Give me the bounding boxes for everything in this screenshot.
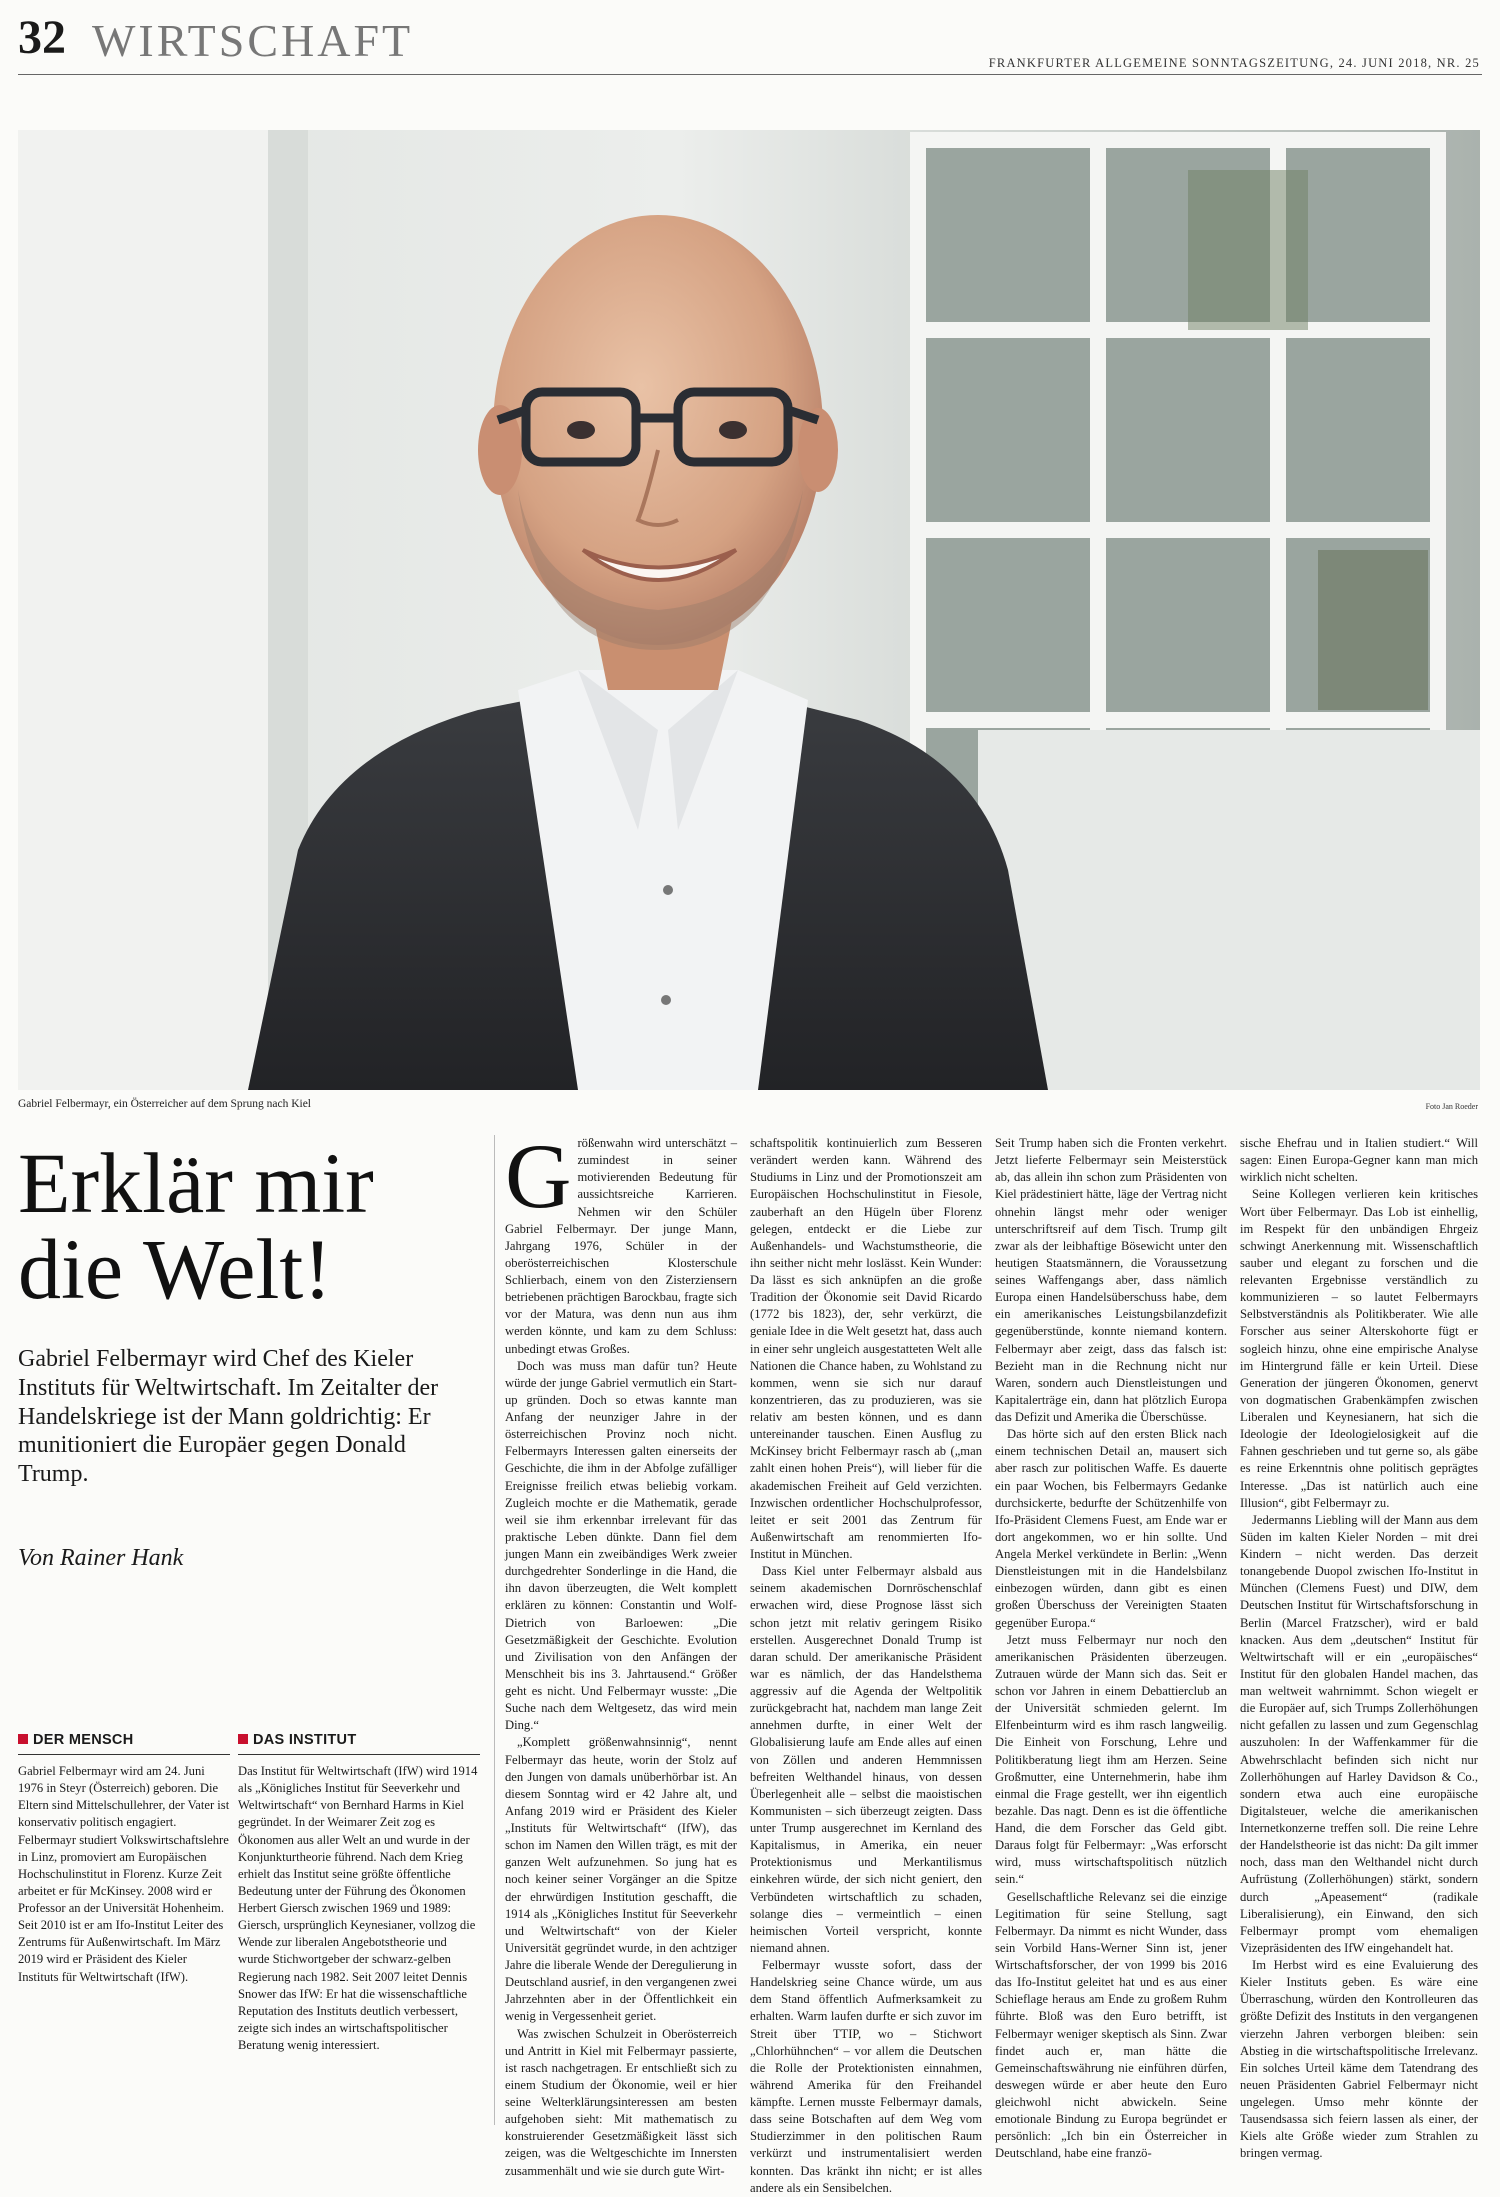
paragraph: Dass Kiel unter Felbermayr alsbald aus seinem akademischen Dornröschenschlaf erwachen wird, diese Prognose lässt sich schon jetzt mit relativ geringem Risiko erstellen. Ausgerechnet Donald Trump ist daran schuld. Der amerikanische Präsident war es nämlich, der das Handelsthema aggressiv auf die Agenda der Weltpolitik zurückgebracht hat, nachdem man lange Zeit annehmen durfte, in einer Welt der Globalisierung laufe am Ende alles auf einen von Zöllen und anderen Hemmnissen befreiten Welthandel hinaus, von dessen Überlegenheit alle – selbst die maoistischen Kommunisten – sich überzeugt zeigten. Dass unter Trump ausgerechnet im Kernland des Kapitalismus, in Amerika, ein neuer Protektionismus und Merkantilismus einkehren würde, der sich nicht geniert, den Verbündeten wirtschaftlich zu schaden, solange dies – vermeintlich – einen heimischen Vorteil verspricht, konnte niemand ahnen. (750, 1564, 982, 1955)
paragraph: „Komplett größenwahnsinnig“, nennt Felbermayr das heute, worin der Stolz auf den Jungen von damals unüberhörbar ist. An diesem Sonntag wird er 42 Jahre alt, und Anfang 2019 wird er Präsident des Kieler „Instituts für Weltwirtschaft“ (IfW), das schon im Namen den Willen trägt, es mit der ganzen Welt aufzunehmen. So jung hat es noch keiner seiner Vorgänger an die Spitze der ehrwürdigen Institution geschafft, die 1914 als „Königliches Institut für Seeverkehr und Weltwirtschaft“ von der Kieler Universität gegründet wurde, in den achtziger Jahre die liberale Wende der Deregulierung in Deutschland ausrief, in den vergangenen zwei Jahrzehnten aber in der Öffentlichkeit ein wenig in Vergessenheit geriet. (505, 1735, 737, 2024)
paragraph: sische Ehefrau und in Italien studiert.“ Will sagen: Einen Europa-Gegner kann man mich wirklich nicht schelten. (1240, 1136, 1478, 1185)
article-column-1 (505, 1125, 737, 2180)
photo-credit: Foto Jan Roeder (1425, 1102, 1478, 1111)
headline: Erklär mir die Welt! (18, 1135, 374, 1317)
page-number: 32 (18, 11, 66, 64)
paragraph: Im Herbst wird es eine Evaluierung des Kieler Instituts geben. Es wäre eine Überraschung, würden den Kontrolleuren das größte Defizit des Instituts in den vergangenen vierzehn Jahren verborgen bleiben: sein Abstieg in die wirtschaftspolitische Irrelevanz. Ein solches Urteil käme dem Tatendrang des neuen Präsidenten Gabriel Felbermayr nicht ungelegen. Umso mehr könnte der Tausendsassa sich feiern lassen als einer, der Kiels alte Größe wieder zum Strahlen zu bringen vermag. (1240, 1958, 1478, 2161)
box-title-text: DER MENSCH (33, 1732, 134, 1748)
paragraph: Seine Kollegen verlieren kein kritisches Wort über Felbermayr. Das Lob ist einhellig, im Respekt für den unbändigen Ehrgeiz schwingt Anerkennung mit. Wissenschaftlich sauber und elegant zu forschen und die relevanten Ergebnisse verständlich zu kommunizieren – so lautet Felbermayrs Selbstverständnis als Politikberater. Wie alle Forscher aus seiner Alterskohorte fügt er sogleich hinzu, ohne eine empirische Analyse im Hintergrund fälle er kein Urteil. Diese Generation der jüngeren Ökonomen, genervt von dogmatischen Grabenkämpfen zwischen Liberalen und Keynesianern, hat sich die Ideologie der Ideologielosigkeit auf die Fahnen geschrieben und tut gerne so, als gäbe es reine Erkenntnis ohne politisch geprägtes Interesse. „Das ist natürlich auch eine Illusion“, gibt Felbermayr zu. (1240, 1187, 1478, 1510)
box-der-mensch (18, 1732, 230, 1986)
paragraph: Gesellschaftliche Relevanz sei die einzige Legitimation für seine Stellung, sagt Felbermayr. Da nimmt es nicht Wunder, dass sein Vorbild Hans-Werner Sinn ist, jener Wirtschaftsforscher, der von 1999 bis 2016 das Ifo-Institut geleitet hat und es aus einer Schieflage heraus am Ende zu großem Ruhm führte. Bloß was den Euro betrifft, ist Felbermayr weniger skeptisch als Sinn. Zwar findet auch er, man hätte die Gemeinschaftswährung nie einführen dürfen, deswegen würde er aber heute den Euro gleichwohl nicht abwickeln. Seine emotionale Bindung zu Europa begründet er persönlich: „Ich bin ein Österreicher in Deutschland, habe eine franzö- (995, 1889, 1227, 2161)
article-column-2 (750, 1135, 982, 2197)
red-square-icon (238, 1734, 248, 1744)
paragraph: Felbermayr wusste sofort, dass der Handelskrieg seine Chance würde, um aus dem Stand öffentlich Aufmerksamkeit zu erhalten. Warm laufen durfte er sich zuvor im Streit über TTIP, wo – Stichwort „Chlorhühnchen“ – vor allem die Deutschen die Rolle der Protektionisten einnahmen, während Amerika für den Freihandel kämpfte. Lernen musste Felbermayr damals, dass seine Botschaften auf dem Weg vom Studierzimmer in den politischen Raum verkürzt und instrumentalisiert werden konnten. Das kränkt ihn nicht; er ist alles andere als ein Sensibelchen. (750, 1958, 982, 2195)
box-text: Gabriel Felbermayr wird am 24. Juni 1976 in Steyr (Österreich) geboren. Die Eltern sind Mittelschullehrer, der Vater ist konservativ politisch engagiert. Felbermayr studiert Volkswirtschaftslehre in Linz, promoviert am Europäischen Hochschulinstitut in Florenz. Kurze Zeit arbeitet er für McKinsey. 2008 wird er Professor an der Universität Hohenheim. Seit 2010 ist er am Ifo-Institut Leiter des Zentrums für Außenwirtschaft. Im März 2019 wird er Präsident des Kieler Instituts für Weltwirtschaft (IfW). (18, 1764, 230, 1984)
section-title: WIRTSCHAFT (92, 15, 414, 66)
box-text: Das Institut für Weltwirtschaft (IfW) wird 1914 als „Königliches Institut für Seeverkehr und Weltwirtschaft“ von Bernhard Harms in Kiel gegründet. In der Weimarer Zeit zog es Ökonomen aus aller Welt an und wurde in der Konjunkturtheorie führend. Nach dem Krieg erhielt das Institut seine größte öffentliche Bedeutung unter der Führung des Ökonomen Herbert Giersch zwischen 1969 und 1989: Giersch, ursprünglich Keynesianer, vollzog die Wende zur liberalen Angebotstheorie und wurde Stichwortgeber der schwarz-gelben Regierung nach 1982. Seit 2007 leitet Dennis Snower das IfW: Er hat die wissenschaftliche Reputation des Instituts deutlich verbessert, zeigte sich indes an wirtschaftspolitischer Beratung wenig interessiert. (238, 1764, 478, 2052)
article-column-3 (995, 1135, 1227, 2163)
column-rule (494, 1135, 495, 2125)
dropcap: G (505, 1125, 572, 1227)
box-title (18, 1732, 230, 1755)
portrait-illustration (18, 130, 1480, 1090)
paragraph: Jedermanns Liebling will der Mann aus dem Süden im kalten Kieler Norden – mit drei Kindern – nicht werden. Das derzeit tonangebende Duopol zwischen Ifo-Institut in München (Clemens Fuest) und DIW, dem Deutschen Institut für Wirtschaftsforschung in Berlin (Marcel Fratzscher), wird er bald knacken. Aus dem „deutschen“ Institut für Weltwirtschaft will er ein „europäisches“ Institut für den globalen Handel machen, das man weltweit wahrnimmt. Schon wiegelt er die Europäer auf, sich Trumps Zollerhöhungen nicht gefallen zu lassen und zum Gegenschlag auszuholen: In der Waffenkammer für die Abwehrschlacht befinden sich nicht nur Zollerhöhungen auf Harley Davidson & Co., sondern etwa auch eine europäische Digitalsteuer, welche die amerikanischen Internetkonzerne treffen soll. Die reine Lehre der Handelstheorie ist das nicht: Da gilt immer noch, dass man den Welthandel nicht durch Aufrüstung (Zollerhöhungen) stärkt, sondern durch „Apeasement“ (radikale Liberalisierung), ein Einwand, den sich Felbermayr prompt vom ehemaligen Vizepräsidenten des IfW eingehandelt hat. (1240, 1512, 1478, 1955)
paragraph: Das hörte sich auf den ersten Blick nach einem technischen Detail an, mausert sich aber rasch zur politischen Waffe. Es dauerte ein paar Wochen, bis Felbermayrs Gedanke durchsickerte, bedurfte der Schützenhilfe von Ifo-Präsident Clemens Fuest, am Ende war er dort angekommen, wo er hin sollte. Und Angela Merkel verkündete in Berlin: „Wenn Dienstleistungen mit in die Handelsbilanz einbezogen würden, dann gibt es einen großen Überschuss der Vereinigten Staaten gegenüber Europa.“ (995, 1427, 1227, 1630)
box-title-text: DAS INSTITUT (253, 1732, 357, 1748)
portrait-photo (18, 130, 1480, 1090)
deck: Gabriel Felbermayr wird Chef des Kieler Instituts für Weltwirtschaft. Im Zeitalter der Handelskriege ist der Mann goldrichtig: Er munitioniert die Europäer gegen Donald Trump. (18, 1346, 439, 1488)
paragraph: Was zwischen Schulzeit in Oberösterreich und Antritt in Kiel mit Felbermayr passierte, ist rasch nachgetragen. Er entschließt sich zu einem Studium der Ökonomie, weil er hier seine Welterklärungsinteressen am besten aufgehoben sieht: Mit mathematisch zu konstruierender Gesetzmäßigkeit lässt sich zeigen, was die Weltgeschichte im Innersten zusammenhält und wie sie durch gute Wirt- (505, 2026, 737, 2178)
box-title (238, 1732, 480, 1755)
photo-caption: Gabriel Felbermayr, ein Österreicher auf dem Sprung nach Kiel (18, 1098, 311, 1110)
publication-line: FRANKFURTER ALLGEMEINE SONNTAGSZEITUNG, 24. JUNI 2018, NR. 25 (988, 56, 1480, 70)
paragraph: Seit Trump haben sich die Fronten verkehrt. Jetzt lieferte Felbermayr sein Meisterstück ab, das allein ihn schon zum Präsidenten von Kiel prädestiniert hätte, läge der Vertrag nicht ohnehin längst mehr oder weniger unterschriftsreif auf dem Tisch. Trump gilt zwar als der leibhaftige Bösewicht unter den heutigen Staatsmännern, die Voraussetzung seines Waffengangs aber, dass nämlich Europa einen Handelsüberschuss habe, dem ein amerikanisches Leistungsbilanzdefizit gegenüberstünde, konnte niemand kontern. Felbermayr aber zeigt, dass das falsch ist: Bezieht man in die Rechnung nicht nur Waren, sondern auch Dienstleistungen und Kapitalerträge ein, dann hat plötzlich Europa das Defizit und Amerika die Überschüsse. (995, 1136, 1227, 1424)
paragraph: rößenwahn wird unterschätzt – zumindest in seiner motivierenden Bedeutung für aussichtsreiche Karrieren. Nehmen wir den Schüler Gabriel Felbermayr. Der junge Mann, Jahrgang 1976, Schüler in der oberösterreichischen Klosterschule Schlierbach, einem von den Zisterziensern betriebenen prächtigen Barockbau, fragte sich vor der Matura, was denn nun aus ihm werden könnte, und kam zu dem Schluss: unbedingt etwas Großes. (505, 1136, 737, 1356)
header-rule (18, 74, 1482, 75)
paragraph: Jetzt muss Felbermayr nur noch den amerikanischen Präsidenten überzeugen. Zutrauen würde der Mann sich das. Seit er schon vor Jahren in einem Debattierclub an der Universität schmieden gelernt. Im Elfenbeinturm wird es ihm rasch langweilig. Die Einheit von Forschung, Lehre und Politikberatung liegt ihm am Herzen. Seine Großmutter, eine Unternehmerin, habe ihm einmal die Frage gestellt, wer ihn eigentlich bezahle. Das nagt. Denn es ist die öffentliche Hand, die dem Forscher das Geld gibt. Daraus folgt für Felbermayr: „Was erforscht wird, muss wirtschaftspolitisch nützlich sein.“ (995, 1632, 1227, 1887)
byline: Von Rainer Hank (18, 1545, 184, 1571)
paragraph: Doch was muss man dafür tun? Heute würde der junge Gabriel vermutlich ein Start-up gründen. Doch so etwas kannte man Anfang der neunziger Jahre in der österreichischen Provinz noch nicht. Felbermayrs Interessen galten einerseits der Geschichte, die ihm in der Abfolge zufälliger Ereignisse freilich etwas beliebig vorkam. Zugleich mochte er die Mathematik, gerade weil sie ihm erkennbar irrelevant für das praktische Leben dünkte. Dann fiel dem jungen Mann ein zweibändiges Werk zweier durchgedrehter Sonderlinge in die Hand, die ihn davon überzeugten, die Welt komplett erklären zu können: Constantin und Wolf-Dietrich von Barloewen: „Die Gesetzmäßigkeit der Geschichte. Evolution und Zivilisation von den Anfängen der Menschheit bis ins 3. Jahrtausend.“ Größer geht es nicht. Und Felbermayr wusste: „Die Suche nach dem Weltgesetz, das wird mein Ding.“ (505, 1358, 737, 1733)
paragraph: schaftspolitik kontinuierlich zum Besseren verändert werden kann. Während des Studiums in Linz und der Promotionszeit am Europäischen Hochschulinstitut in Fiesole, zauberhaft an den Hügeln über Florenz gelegen, entdeckt er die Liebe zur Außenhandels- und Wachstumstheorie, die ihn seither nicht mehr loslässt. Kein Wunder: Da lässt es sich anknüpfen an die große Tradition der Ökonomie seit David Ricardo (1772 bis 1823), der, sehr verkürzt, die geniale Idee in die Welt gesetzt hat, dass auch in einer sehr ungleich ausgestatteten Welt alle Nationen die Chance haben, zu Wohlstand zu kommen, wenn sie sich nur darauf konzentrieren, das zu produzieren, was sie relativ am besten können, und es dann untereinander tauschen. Einen Ausflug zu McKinsey bricht Felbermayr rasch ab („man zahlt einen hohen Preis“), will lieber für die akademischen Freiheit auf Geld verzichten. Inzwischen ordentlicher Hochschulprofessor, leitet er seit 2001 das Zentrum für Außenwirtschaft am renommierten Ifo-Institut in München. (750, 1136, 982, 1561)
box-das-institut (238, 1732, 480, 2054)
article-column-4 (1240, 1135, 1478, 2163)
red-square-icon (18, 1734, 28, 1744)
